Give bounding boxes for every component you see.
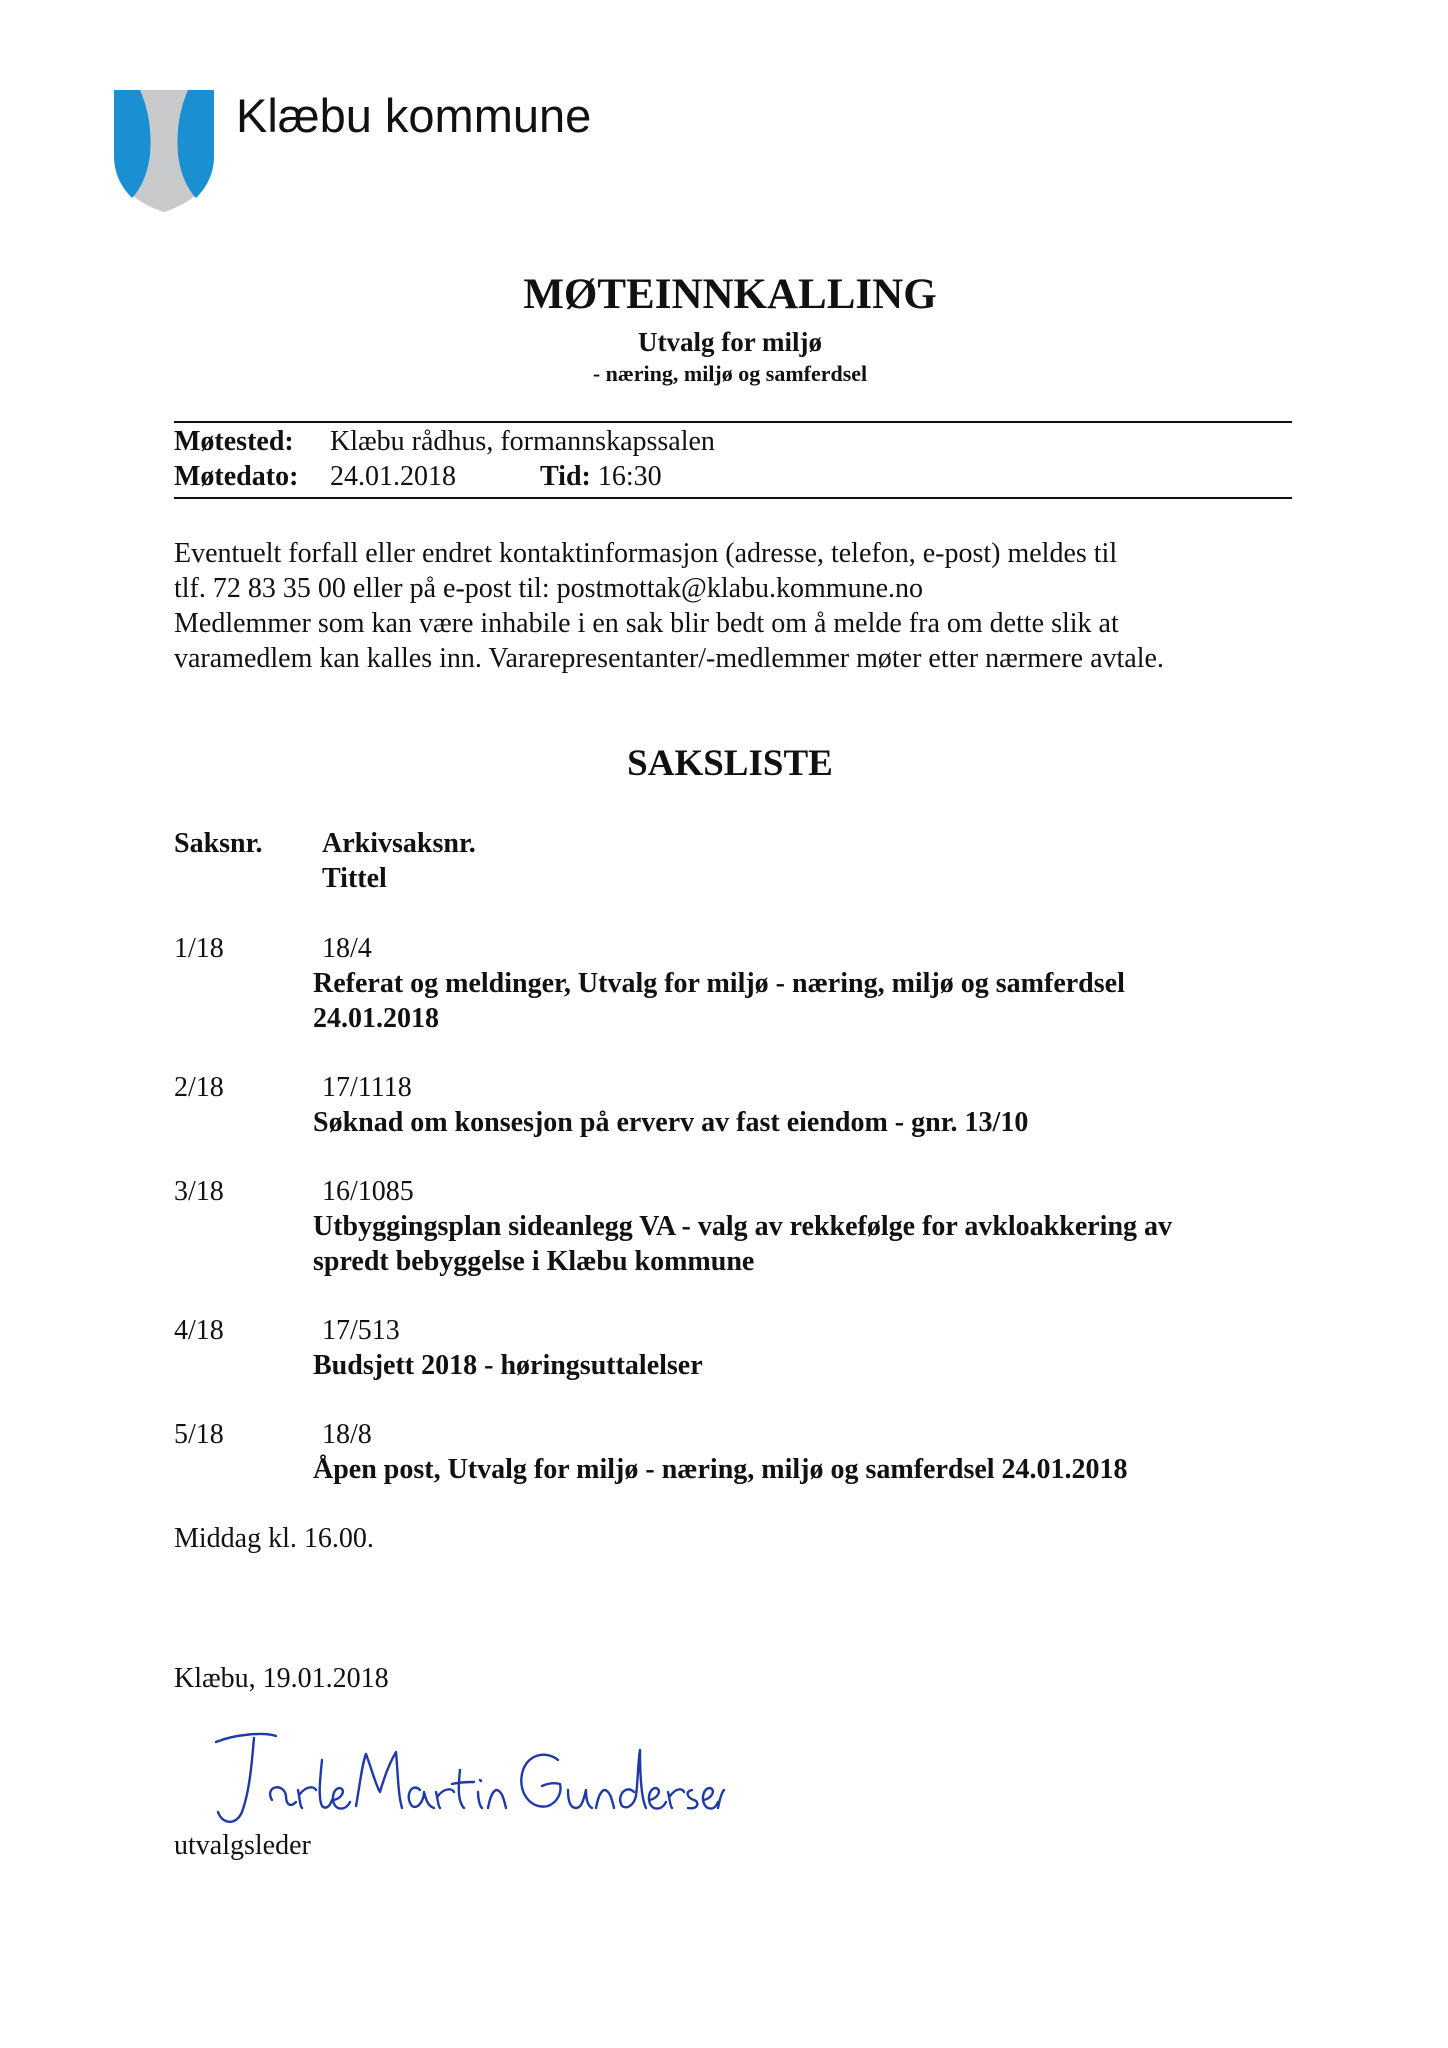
handwritten-signature — [206, 1720, 726, 1840]
dinner-note: Middag kl. 16.00. — [174, 1523, 374, 1554]
agenda-item-title: Budsjett 2018 - høringsuttalelser — [313, 1350, 703, 1381]
agenda-item-saksnr: 1/18 — [174, 933, 224, 964]
agenda-item-arkivsaksnr: 17/513 — [322, 1315, 400, 1346]
meeting-time: Tid: 16:30 — [540, 461, 662, 492]
intro-line: Medlemmer som kan være inhabile i en sak blir bedt om å melde fra om dette slik at — [174, 608, 1119, 639]
agenda-item-title: spredt bebyggelse i Klæbu kommune — [313, 1246, 755, 1277]
document-title: MØTEINNKALLING — [523, 271, 937, 318]
meeting-date-value: 24.01.2018 — [330, 461, 456, 492]
column-header-arkiv: Arkivsaksnr. — [322, 828, 476, 859]
divider-top — [174, 421, 1292, 423]
intro-line: tlf. 72 83 35 00 eller på e-post til: postmottak@klabu.kommune.no — [174, 573, 924, 604]
column-header-tittel: Tittel — [322, 863, 387, 894]
agenda-item-arkivsaksnr: 18/4 — [322, 933, 372, 964]
agenda-item-title: Utbyggingsplan sideanlegg VA - valg av rekkefølge for avkloakkering av — [313, 1211, 1173, 1242]
intro-text — [174, 536, 1294, 676]
divider-bottom — [174, 497, 1292, 499]
meeting-place-label: Møtested: — [174, 426, 294, 457]
committee-name: Utvalg for miljø — [638, 327, 822, 357]
municipality-shield-logo — [110, 86, 218, 214]
signature-role: utvalgsleder — [174, 1830, 311, 1861]
intro-line: Eventuelt forfall eller endret kontaktinformasjon (adresse, telefon, e-post) meldes til — [174, 538, 1118, 569]
committee-subtitle: - næring, miljø og samferdsel — [592, 361, 868, 386]
agenda-item-saksnr: 3/18 — [174, 1176, 224, 1207]
agenda-item-title: 24.01.2018 — [313, 1003, 439, 1034]
agenda-item-title: Referat og meldinger, Utvalg for miljø - næring, miljø og samferdsel — [313, 968, 1125, 999]
agenda-item-saksnr: 5/18 — [174, 1419, 224, 1450]
column-header-saksnr: Saksnr. — [174, 828, 263, 859]
agenda-title: SAKSLISTE — [627, 743, 833, 784]
agenda-item-title: Åpen post, Utvalg for miljø - næring, miljø og samferdsel 24.01.2018 — [313, 1454, 1128, 1485]
agenda-item-arkivsaksnr: 16/1085 — [322, 1176, 414, 1207]
agenda-item-saksnr: 2/18 — [174, 1072, 224, 1103]
meeting-date-label: Møtedato: — [174, 461, 299, 492]
meeting-place-value: Klæbu rådhus, formannskapssalen — [330, 426, 715, 457]
agenda-item-arkivsaksnr: 18/8 — [322, 1419, 372, 1450]
place-and-date: Klæbu, 19.01.2018 — [174, 1663, 389, 1694]
organization-name: Klæbu kommune — [236, 89, 592, 142]
agenda-item-title: Søknad om konsesjon på erverv av fast eiendom - gnr. 13/10 — [313, 1107, 1029, 1138]
agenda-item-arkivsaksnr: 17/1118 — [322, 1072, 412, 1103]
intro-line: varamedlem kan kalles inn. Vararepresentanter/-medlemmer møter etter nærmere avtale. — [174, 643, 1164, 674]
agenda-item-saksnr: 4/18 — [174, 1315, 224, 1346]
